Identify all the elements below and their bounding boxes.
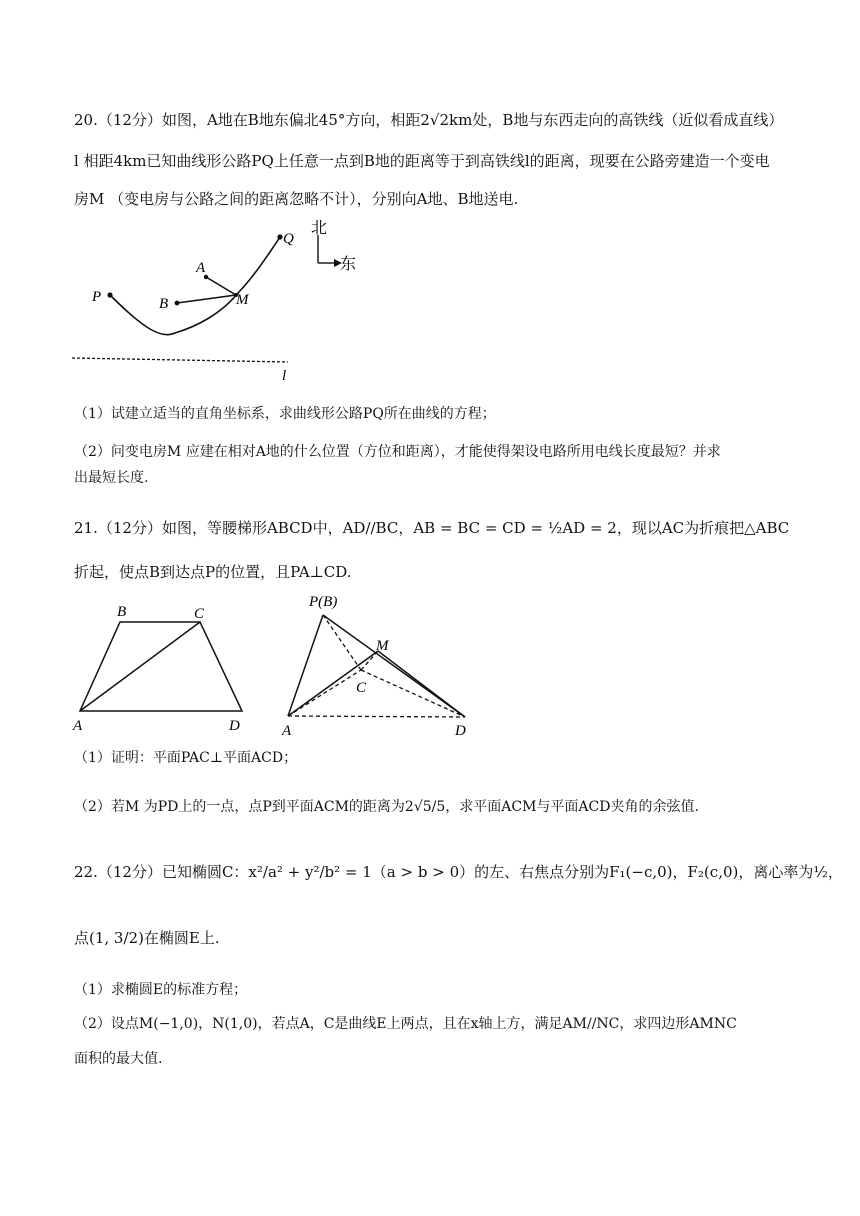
label-d: D [229,718,240,734]
q20-sub-1: （1）试建立适当的直角坐标系，求曲线形公路PQ所在曲线的方程； [74,406,496,422]
label-p: P(B) [309,594,338,610]
q22-line-2: 点(1, 3/2)在椭圆E上. [74,929,220,947]
road-curve-pq [110,237,280,335]
rail-line-l [72,358,288,362]
edge-ad [288,716,465,717]
edge-pa [288,615,323,716]
q20-line-1: 20.（12分）如图，A地在B地东偏北45°方向，相距2√2km处，B地与东西走向的高铁线（近似看成直线） [74,111,784,129]
q20-sub-2a: （2）问变电房M 应建在相对A地的什么位置（方位和距离），才能使得架设电路所用电线长度最短？并求 [74,444,721,460]
q22-sub-2a: （2）设点M(−1,0)，N(1,0)，若点A，C是曲线E上两点，且在x轴上方，满足AM//NC，求四边形AMNC [74,1016,737,1032]
label-b: B [159,296,169,312]
label-c: C [194,606,205,622]
label-m: M [376,638,389,654]
label-a: A [282,723,292,739]
label-north: 北 [311,220,328,237]
label-m: M [236,292,249,308]
label-b: B [117,604,127,620]
q21-figure-folded [275,590,475,740]
q22-sub-1: （1）求椭圆E的标准方程； [74,982,248,998]
trapezoid-abcd [80,622,242,711]
q20-line-3: 房M （变电房与公路之间的距离忽略不计），分别向A地、B地送电. [74,190,519,208]
segment-am [206,277,236,295]
label-east: 东 [340,256,357,273]
label-d: D [455,723,466,739]
q21-sub-2: （2）若M 为PD上的一点，点P到平面ACM的距离为2√5/5，求平面ACM与平面ACD夹角的余弦值. [74,799,699,815]
label-c: C [356,680,367,696]
q21-line-2: 折起，使点B到达点P的位置，且PA⊥CD. [74,563,352,581]
label-p: P [92,289,102,305]
point-q [277,234,282,239]
label-l: l [282,368,287,384]
segment-bm [177,295,236,303]
edge-md [378,651,465,717]
diagonal-ac [80,622,200,711]
q20-figure [70,215,390,385]
edge-pc [323,615,361,670]
q21-figure-trapezoid [70,595,260,740]
label-q: Q [283,231,294,247]
q21-line-1: 21.（12分）如图，等腰梯形ABCD中，AD//BC，AB = BC = CD = ½AD = 2，现以AC为折痕把△ABC [74,519,790,537]
label-a: A [196,260,206,276]
label-a: A [73,718,83,734]
edge-ac [288,670,361,716]
q22-sub-2b: 面积的最大值. [74,1051,163,1067]
q20-sub-2b: 出最短长度. [74,470,149,486]
q22-line-1: 22.（12分）已知椭圆C：x²/a² + y²/b² = 1（a > b > 0）的左、右焦点分别为F₁(−c,0)，F₂(c,0)，离心率为½， [74,863,843,881]
q21-sub-1: （1）证明：平面PAC⊥平面ACD； [74,750,298,766]
point-p [107,292,112,297]
q20-line-2: l 相距4km已知曲线形公路PQ上任意一点到B地的距离等于到高铁线l的距离，现要在公路旁建造一个变电 [74,152,770,170]
